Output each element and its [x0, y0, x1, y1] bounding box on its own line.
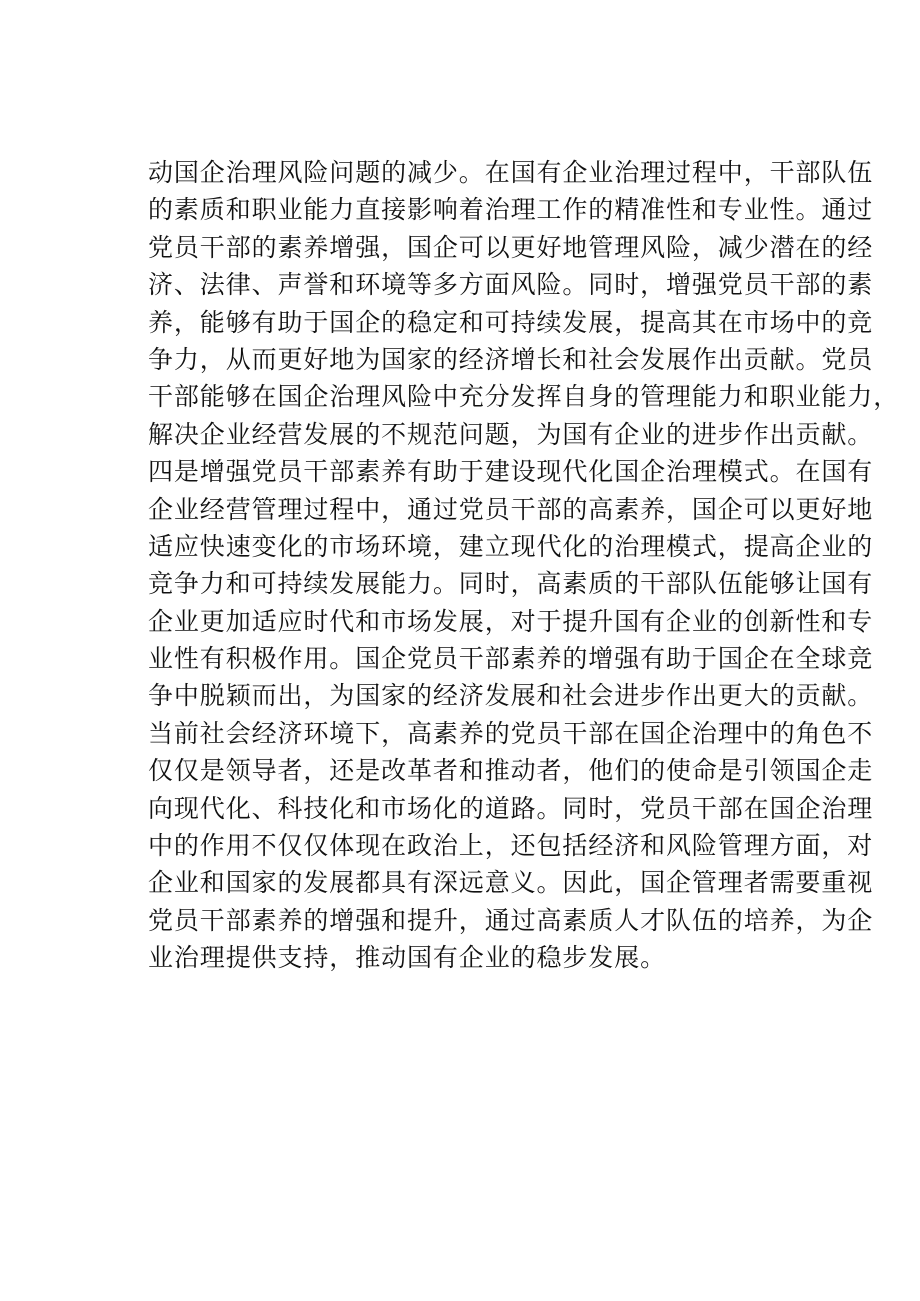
- text-line: 向现代化、科技化和市场化的道路。同时，党员干部在国企治理: [148, 793, 874, 823]
- text-line: 济、法律、声誉和环境等多方面风险。同时，增强党员干部的素: [148, 270, 874, 300]
- text-line: 企业经营管理过程中，通过党员干部的高素养，国企可以更好地: [148, 494, 874, 524]
- text-line: 的素质和职业能力直接影响着治理工作的精准性和专业性。通过: [148, 195, 874, 225]
- text-line: 适应快速变化的市场环境，建立现代化的治理模式，提高企业的: [148, 531, 874, 561]
- text-line: 争力，从而更好地为国家的经济增长和社会发展作出贡献。党员: [148, 344, 874, 374]
- text-line: 解决企业经营发展的不规范问题，为国有企业的进步作出贡献。: [148, 419, 874, 449]
- text-line: 干部能够在国企治理风险中充分发挥自身的管理能力和职业能力，: [148, 382, 900, 412]
- text-line: 养，能够有助于国企的稳定和可持续发展，提高其在市场中的竞: [148, 307, 874, 337]
- text-line: 党员干部的素养增强，国企可以更好地管理风险，减少潜在的经: [148, 232, 874, 262]
- text-line: 仅仅是领导者，还是改革者和推动者，他们的使命是引领国企走: [148, 756, 874, 786]
- body-text: [148, 154, 900, 977]
- text-line: 业性有积极作用。国企党员干部素养的增强有助于国企在全球竞: [148, 644, 874, 674]
- text-line: 企业和国家的发展都具有深远意义。因此，国企管理者需要重视: [148, 868, 874, 898]
- text-line: 中的作用不仅仅体现在政治上，还包括经济和风险管理方面，对: [148, 831, 874, 861]
- text-line: 企业更加适应时代和市场发展，对于提升国有企业的创新性和专: [148, 606, 874, 636]
- text-line: 四是增强党员干部素养有助于建设现代化国企治理模式。在国有: [148, 457, 874, 487]
- text-line: 争中脱颖而出，为国家的经济发展和社会进步作出更大的贡献。: [148, 681, 874, 711]
- text-line: 竞争力和可持续发展能力。同时，高素质的干部队伍能够让国有: [148, 569, 874, 599]
- text-line: 动国企治理风险问题的减少。在国有企业治理过程中，干部队伍: [148, 158, 874, 187]
- text-line: 党员干部素养的增强和提升，通过高素质人才队伍的培养，为企: [148, 905, 874, 935]
- text-line: 当前社会经济环境下，高素养的党员干部在国企治理中的角色不: [148, 718, 874, 748]
- text-line: 业治理提供支持，推动国有企业的稳步发展。: [148, 943, 667, 973]
